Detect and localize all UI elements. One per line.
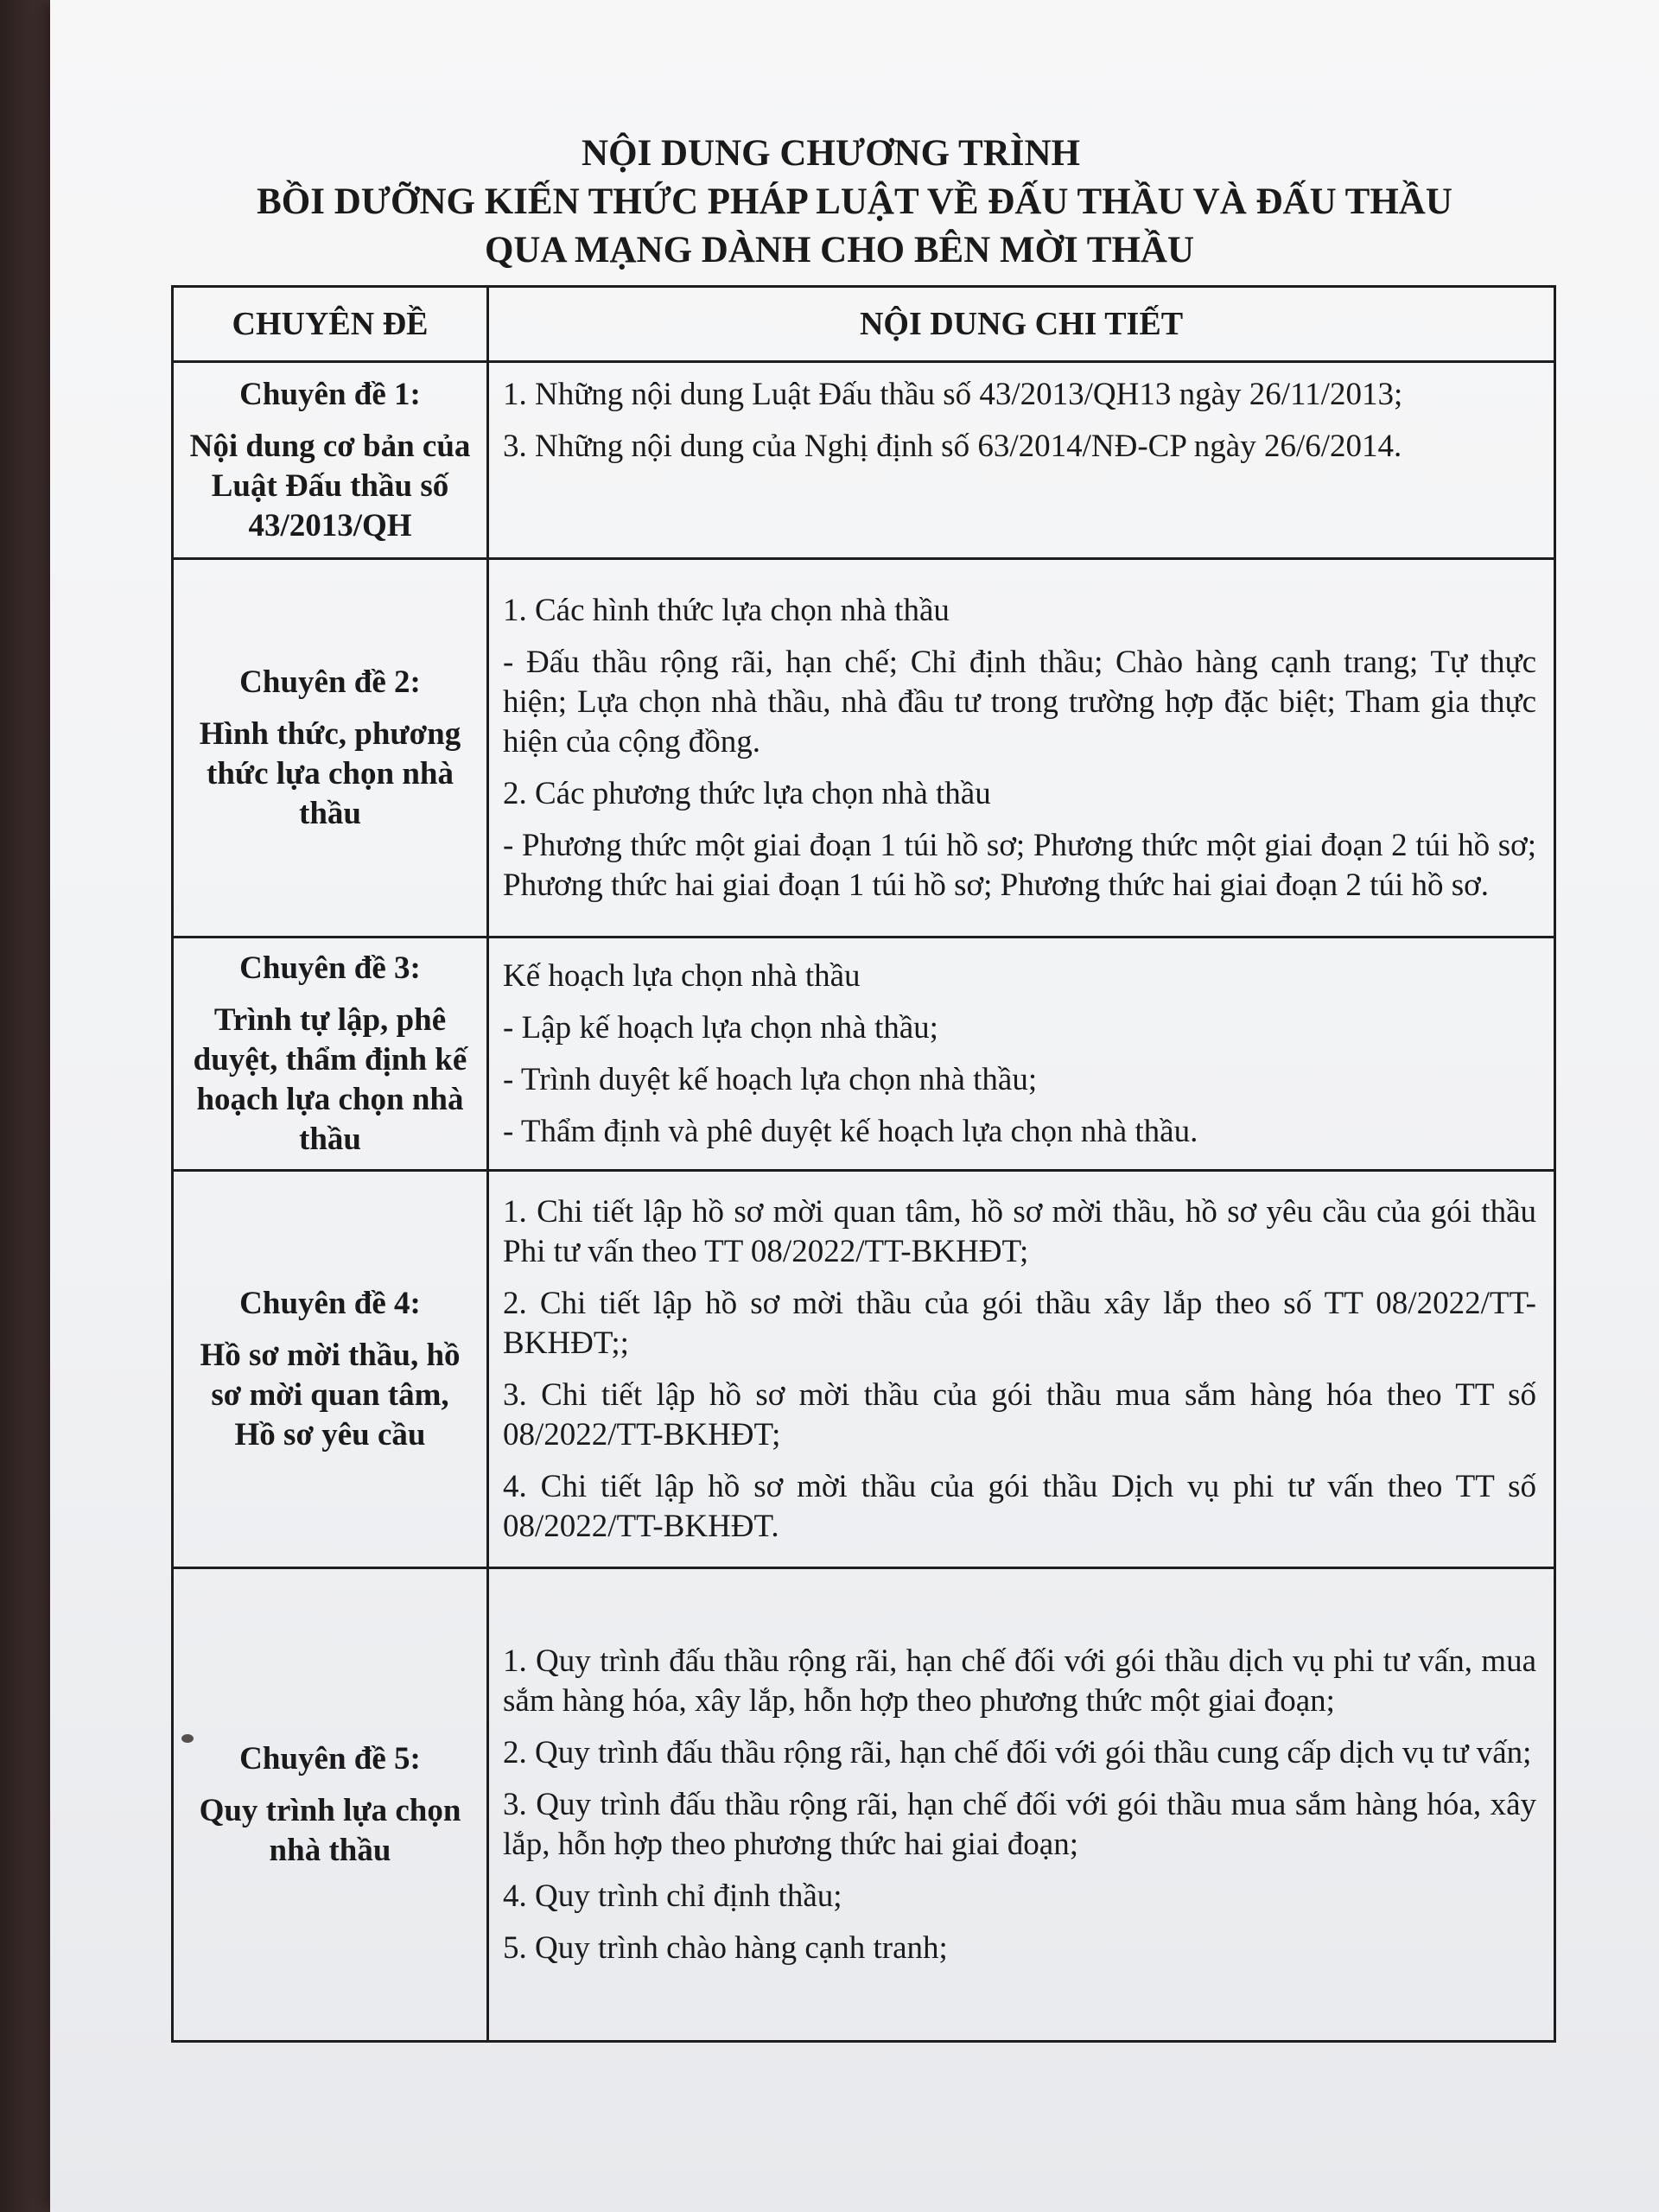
detail-item: 3. Quy trình đấu thầu rộng rãi, hạn chế đối với gói thầu mua sắm hàng hóa, xây lắp, hỗn hợp theo phương thức hai giai đoạn; [503,1786,1536,1862]
detail-item: - Trình duyệt kế hoạch lựa chọn nhà thầu; [503,1061,1038,1097]
title-line-2: BỒI DƯỠNG KIẾN THỨC PHÁP LUẬT VỀ ĐẤU THẦU VÀ ĐẤU THẦU [257,181,1452,222]
topic-number: Chuyên đề 2: [239,664,421,700]
header-detail: NỘI DUNG CHI TIẾT [488,287,1555,362]
detail-item: - Phương thức một giai đoạn 1 túi hồ sơ; Phương thức một giai đoạn 2 túi hồ sơ; Phương thức hai giai đoạn 1 túi hồ sơ; Phương thức hai giai đoạn 2 túi hồ sơ. [503,827,1536,903]
detail-item: - Lập kế hoạch lựa chọn nhà thầu; [503,1009,938,1046]
document-title [50,130,1659,275]
topic-number: Chuyên đề 4: [239,1285,421,1321]
detail-cell [488,559,1555,938]
detail-item: Kế hoạch lựa chọn nhà thầu [503,957,861,994]
document-page [50,0,1659,2212]
topic-cell [173,1568,488,2042]
detail-item: 3. Chi tiết lập hồ sơ mời thầu của gói thầu mua sắm hàng hóa theo TT số 08/2022/TT-BKHĐT; [503,1376,1536,1452]
detail-cell [488,938,1555,1171]
detail-item: 1. Chi tiết lập hồ sơ mời quan tâm, hồ sơ mời thầu, hồ sơ yêu cầu của gói thầu Phi tư vấn theo TT 08/2022/TT-BKHĐT; [503,1193,1536,1269]
paper-speck [181,1734,194,1743]
topic-cell [173,938,488,1171]
table-row [173,1171,1555,1568]
program-table [171,285,1556,2043]
topic-number: Chuyên đề 5: [239,1740,421,1777]
topic-title: Quy trình lựa chọn nhà thầu [199,1792,461,1868]
table-row [173,362,1555,559]
header-topic: CHUYÊN ĐỀ [173,287,488,362]
detail-item: 2. Các phương thức lựa chọn nhà thầu [503,775,991,811]
topic-title: Hình thức, phương thức lựa chọn nhà thầu [199,715,461,831]
topic-number: Chuyên đề 1: [239,376,421,412]
detail-item: - Thẩm định và phê duyệt kế hoạch lựa chọn nhà thầu. [503,1113,1198,1149]
table-header-row [173,287,1555,362]
detail-item: 5. Quy trình chào hàng cạnh tranh; [503,1929,948,1966]
detail-item: 2. Quy trình đấu thầu rộng rãi, hạn chế đối với gói thầu cung cấp dịch vụ tư vấn; [503,1734,1532,1770]
table-row [173,938,1555,1171]
topic-cell [173,559,488,938]
detail-cell [488,1171,1555,1568]
detail-item: 1. Các hình thức lựa chọn nhà thầu [503,592,950,628]
topic-cell [173,1171,488,1568]
detail-item: 1. Quy trình đấu thầu rộng rãi, hạn chế đối với gói thầu dịch vụ phi tư vấn, mua sắm hàng hóa, xây lắp, hỗn hợp theo phương thức một giai đoạn; [503,1643,1536,1719]
detail-item: 4. Chi tiết lập hồ sơ mời thầu của gói thầu Dịch vụ phi tư vấn theo TT số 08/2022/TT-BKHĐT. [503,1468,1536,1544]
topic-title: Hồ sơ mời thầu, hồ sơ mời quan tâm, Hồ sơ yêu cầu [200,1337,461,1452]
topic-cell [173,362,488,559]
topic-title: Trình tự lập, phê duyệt, thẩm định kế hoạch lựa chọn nhà thầu [193,1001,467,1157]
detail-item: 1. Những nội dung Luật Đấu thầu số 43/2013/QH13 ngày 26/11/2013; [503,377,1403,412]
detail-item: 3. Những nội dung của Nghị định số 63/2014/NĐ-CP ngày 26/6/2014. [503,429,1402,464]
table-row [173,559,1555,938]
detail-item: - Đấu thầu rộng rãi, hạn chế; Chỉ định thầu; Chào hàng cạnh trang; Tự thực hiện; Lựa chọn nhà thầu, nhà đầu tư trong trường hợp đặc biệt; Tham gia thực hiện của cộng đồng. [503,644,1536,760]
detail-item: 2. Chi tiết lập hồ sơ mời thầu của gói thầu xây lắp theo số TT 08/2022/TT-BKHĐT;; [503,1285,1536,1361]
table-row [173,1568,1555,2042]
detail-cell [488,362,1555,559]
detail-cell [488,1568,1555,2042]
topic-title: Nội dung cơ bản của Luật Đấu thầu số 43/2013/QH [189,428,471,543]
title-line-3: QUA MẠNG DÀNH CHO BÊN MỜI THẦU [484,230,1194,270]
topic-number: Chuyên đề 3: [239,950,421,986]
detail-item: 4. Quy trình chỉ định thầu; [503,1878,842,1914]
title-line-1: NỘI DUNG CHƯƠNG TRÌNH [582,133,1080,174]
